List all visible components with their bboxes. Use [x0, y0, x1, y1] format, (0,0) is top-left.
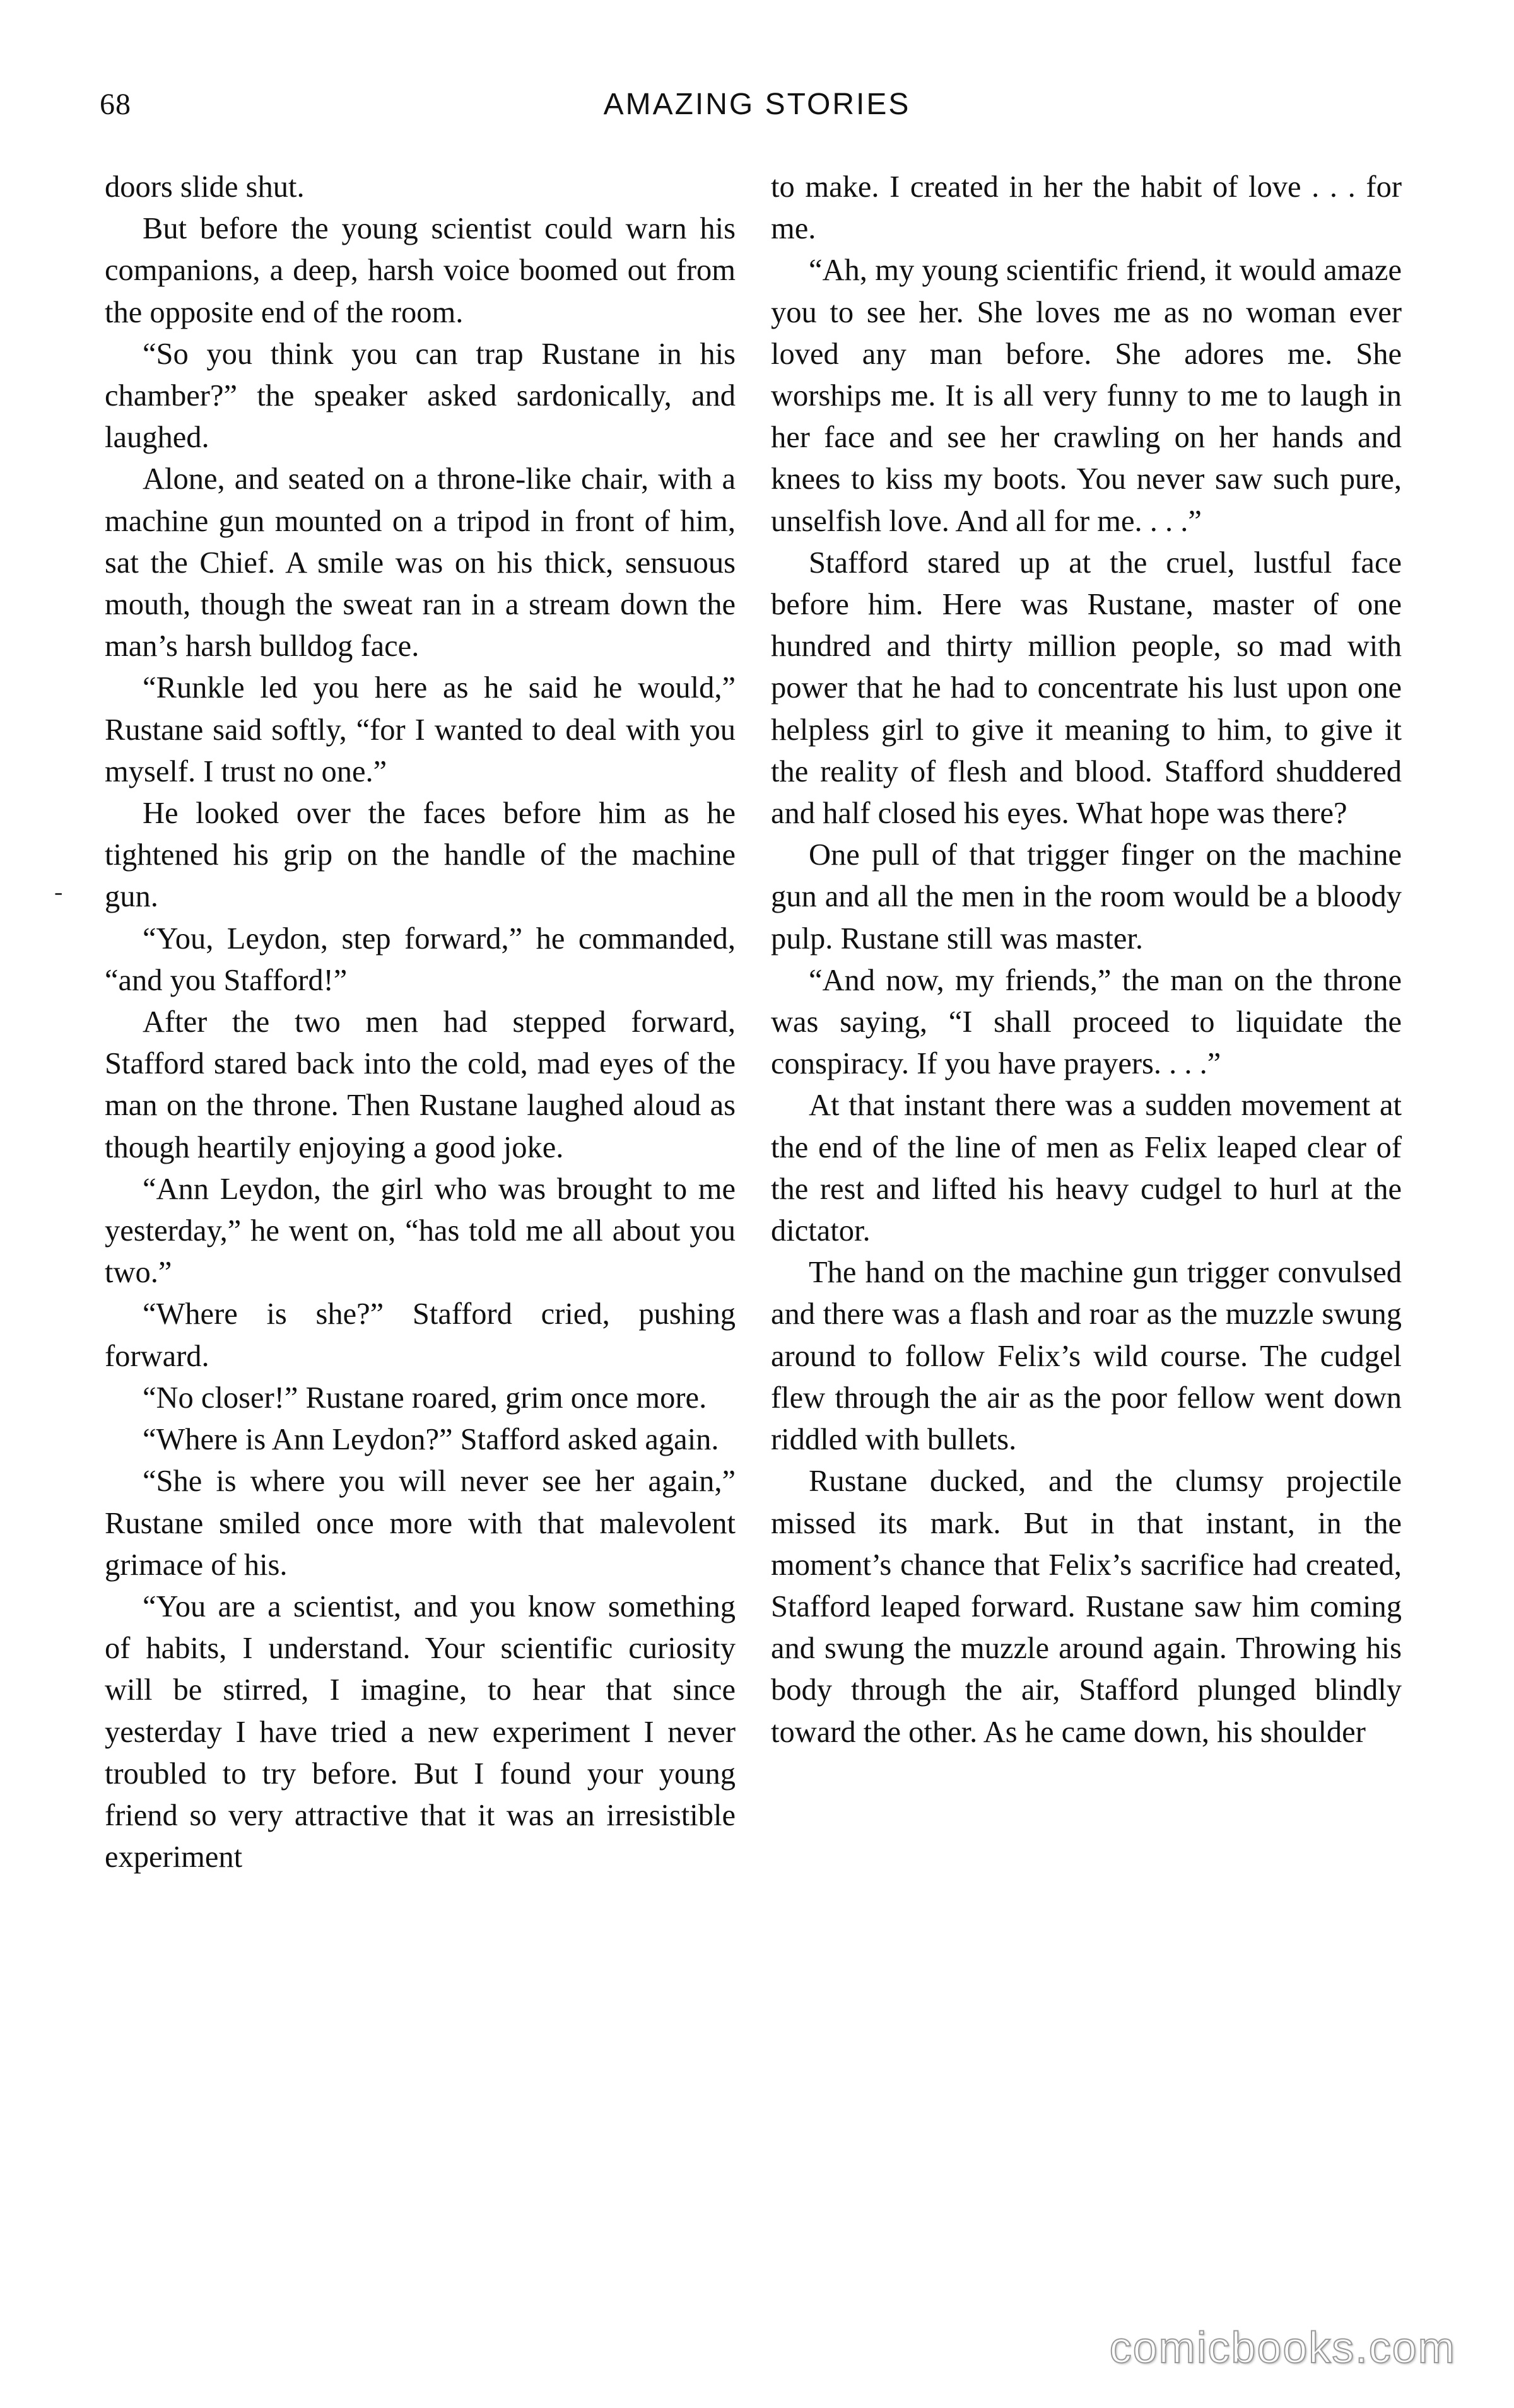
paragraph: Stafford stared up at the cruel, lustful face before him. Here was Rustane, master of one hundred and thirty million people, so mad with power that he had to concentrate his lust upon one helpless girl to give it meaning to him, to give it the reality of flesh and blood. Stafford shuddered and half closed his eyes. What hope was there? [771, 546, 1402, 831]
paragraph: doors slide shut. [105, 170, 305, 204]
paragraph: “Where is she?” Stafford cried, pushing forward. [105, 1297, 736, 1373]
site-watermark: comicbooks.com [1109, 2323, 1456, 2372]
page-number: 68 [100, 88, 131, 121]
margin-mark: - [54, 877, 63, 906]
running-title: AMAZING STORIES [603, 88, 911, 121]
paragraph: At that instant there was a sudden movement at the end of the line of men as Felix leaped clear of the rest and lifted his heavy cudgel to hurl at the dictator. [771, 1089, 1402, 1248]
paragraph: After the two men had stepped forward, Stafford stared back into the cold, mad eyes of the man on the throne. Then Rustane laughed aloud as though heartily enjoying a good joke. [105, 1005, 736, 1164]
paragraph: “No closer!” Rustane roared, grim once more. [143, 1381, 707, 1415]
paragraph: “So you think you can trap Rustane in his chamber?” the speaker asked sardonically, and laughed. [105, 337, 736, 455]
left-column [105, 167, 736, 1878]
paragraph: “And now, my friends,” the man on the throne was saying, “I shall proceed to liquidate the conspiracy. If you have prayers. . . .” [771, 963, 1402, 1081]
paragraph: to make. I created in her the habit of love . . . for me. [771, 170, 1402, 246]
paragraph: “Runkle led you here as he said he would,” Rustane said softly, “for I wanted to deal with you myself. I trust no one.” [105, 671, 736, 788]
paragraph: One pull of that trigger finger on the machine gun and all the men in the room would be a bloody pulp. Rustane still was master. [771, 838, 1402, 956]
paragraph: “You are a scientist, and you know something of habits, I understand. Your scientific curiosity will be stirred, I imagine, to hear that since yesterday I have tried a new experiment I never troubled to try before. But I found your young friend so very attractive that it was an irresistible experiment [105, 1589, 736, 1874]
paragraph: Rustane ducked, and the clumsy projectile missed its mark. But in that instant, in the moment’s chance that Felix’s sacrifice had created, Stafford leaped forward. Rustane saw him coming and swung the muzzle around again. Throwing his body through the air, Stafford plunged blindly toward the other. As he came down, his shoulder [771, 1464, 1402, 1749]
paragraph: “Ah, my young scientific friend, it would amaze you to see her. She loves me as no woman ever loved any man before. She adores me. She worships me. It is all very funny to me to laugh in her face and see her crawling on her hands and knees to kiss my boots. You never saw such pure, unselfish love. And all for me. . . .” [771, 254, 1402, 538]
paragraph: “Ann Leydon, the girl who was brought to me yesterday,” he went on, “has told me all about you two.” [105, 1172, 736, 1290]
right-column [771, 167, 1402, 1753]
paragraph: “She is where you will never see her again,” Rustane smiled once more with that malevolent grimace of his. [105, 1464, 736, 1582]
paragraph: He looked over the faces before him as he tightened his grip on the handle of the machine gun. [105, 797, 736, 914]
paragraph: “Where is Ann Leydon?” Stafford asked again. [143, 1423, 719, 1457]
paragraph: “You, Leydon, step forward,” he commanded, “and you Stafford!” [105, 921, 736, 997]
paragraph: But before the young scientist could warn his companions, a deep, harsh voice boomed out from the opposite end of the room. [105, 212, 736, 329]
paragraph: The hand on the machine gun trigger convulsed and there was a flash and roar as the muzzle swung around to follow Felix’s wild course. The cudgel flew through the air as the poor fellow went down riddled with bullets. [771, 1256, 1402, 1457]
paragraph: Alone, and seated on a throne-like chair, with a machine gun mounted on a tripod in front of him, sat the Chief. A smile was on his thick, sensuous mouth, though the sweat ran in a stream down the man’s harsh bulldog face. [105, 462, 736, 663]
